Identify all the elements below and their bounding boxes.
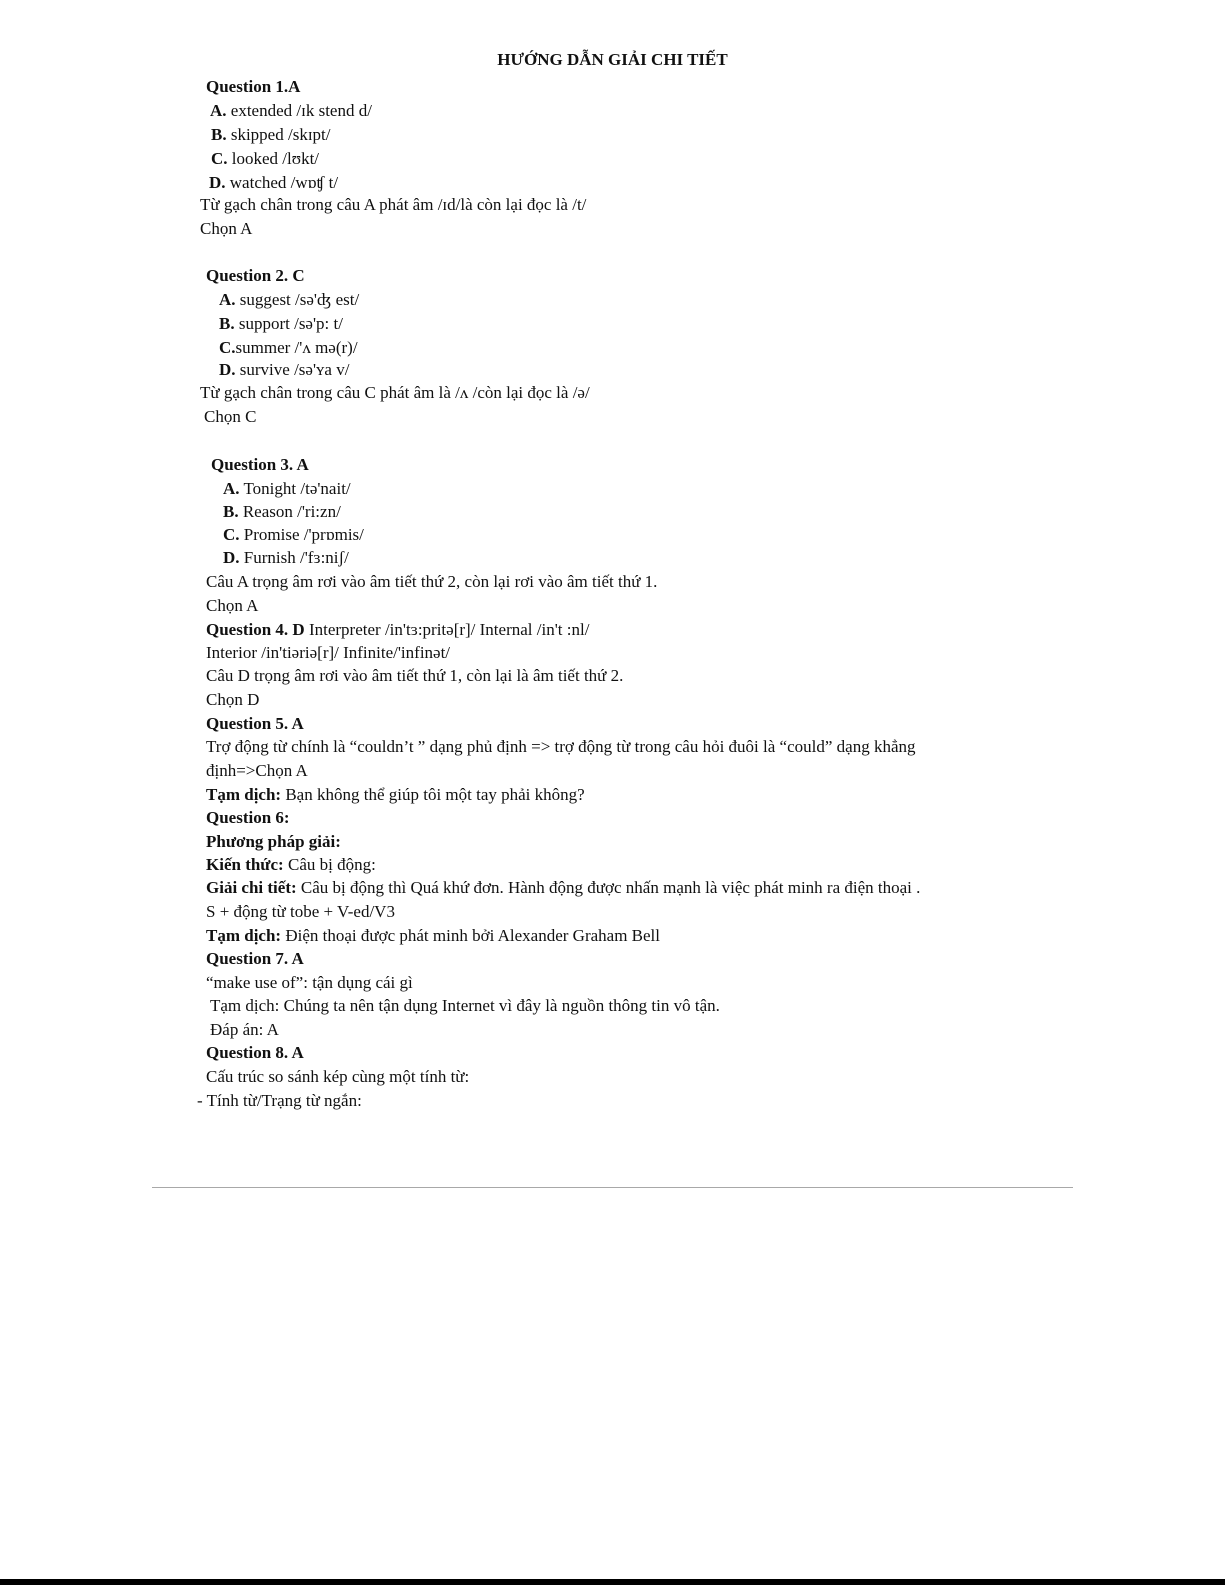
q8-structure: Cấu trúc so sánh kép cùng một tính từ: [206, 1067, 470, 1086]
q3-answer: Chọn A [206, 596, 259, 615]
page-title: HƯỚNG DẪN GIẢI CHI TIẾT [497, 50, 728, 69]
q6-translation: Tạm dịch: Điện thoại được phát minh bởi Alexander Graham Bell [206, 926, 660, 945]
q5-answer: định=>Chọn A [206, 761, 308, 780]
q6-heading: Question 6: [206, 808, 290, 827]
q1-option-b: B. skipped /skɪpt/ [211, 125, 331, 144]
q6-knowledge: Kiến thức: Câu bị động: [206, 855, 376, 874]
q1-option-c: C. looked /lʊkt/ [211, 149, 320, 168]
q5-explanation: Trợ động từ chính là “couldn’t ” dạng phủ định => trợ động từ trong câu hỏi đuôi là “could” dạng khẳng [206, 737, 916, 756]
q7-translation: Tạm dịch: Chúng ta nên tận dụng Internet vì đây là nguồn thông tin vô tận. [210, 996, 720, 1015]
q7-heading: Question 7. A [206, 949, 304, 968]
q3-option-c: C. Promise /'prɒmis/ [223, 525, 364, 544]
bottom-border [0, 1579, 1225, 1585]
q7-answer: Đáp án: A [210, 1020, 279, 1039]
q8-short-adjective: - Tính từ/Trạng từ ngắn: [197, 1091, 362, 1110]
q5-heading: Question 5. A [206, 714, 304, 733]
q3-option-d: D. Furnish /'fɜ:niʃ/ [223, 548, 349, 567]
q5-translation: Tạm dịch: Bạn không thể giúp tôi một tay phải không? [206, 785, 585, 804]
q1-option-a: A. extended /ɪk stend d/ [210, 101, 372, 120]
q2-option-c: C.summer /'ʌ mə(r)/ [219, 338, 358, 357]
q2-explanation: Từ gạch chân trong câu C phát âm là /ʌ /còn lại đọc là /ə/ [200, 383, 590, 402]
q3-heading: Question 3. A [211, 455, 309, 474]
q3-option-b: B. Reason /'ri:zn/ [223, 502, 341, 521]
q1-explanation: Từ gạch chân trong câu A phát âm /ɪd/là còn lại đọc là /t/ [200, 195, 587, 214]
q2-option-a: A. suggest /sə'ʤ est/ [219, 290, 360, 309]
q2-option-b: B. support /sə'p: t/ [219, 314, 343, 333]
q2-heading: Question 2. C [206, 266, 305, 285]
q6-method: Phương pháp giải: [206, 832, 341, 851]
q4-heading-line: Question 4. D Interpreter /in'tɜ:pritə[r]/ Internal /in't :nl/ [206, 620, 590, 639]
q1-option-d: D. watched /wɒʧ t/ [209, 173, 339, 192]
q7-definition: “make use of”: tận dụng cái gì [206, 973, 413, 992]
q6-formula: S + động từ tobe + V-ed/V3 [206, 902, 395, 921]
q4-explanation: Câu D trọng âm rơi vào âm tiết thứ 1, còn lại là âm tiết thứ 2. [206, 666, 624, 685]
q3-explanation: Câu A trọng âm rơi vào âm tiết thứ 2, còn lại rơi vào âm tiết thứ 1. [206, 572, 658, 591]
q4-words-line: Interior /in'tiəriə[r]/ Infinite/'infinət/ [206, 643, 451, 662]
q2-option-d: D. survive /sə'ʏa v/ [219, 360, 350, 379]
q3-option-a: A. Tonight /tə'nait/ [223, 479, 351, 498]
q2-answer: Chọn C [204, 407, 257, 426]
q4-answer: Chọn D [206, 690, 260, 709]
q1-heading: Question 1.A [206, 77, 301, 96]
q1-answer: Chọn A [200, 219, 253, 238]
q8-heading: Question 8. A [206, 1043, 304, 1062]
page-divider [152, 1187, 1073, 1188]
q6-detail: Giải chi tiết: Câu bị động thì Quá khứ đơn. Hành động được nhấn mạnh là việc phát minh ra điện thoại . [206, 878, 921, 897]
